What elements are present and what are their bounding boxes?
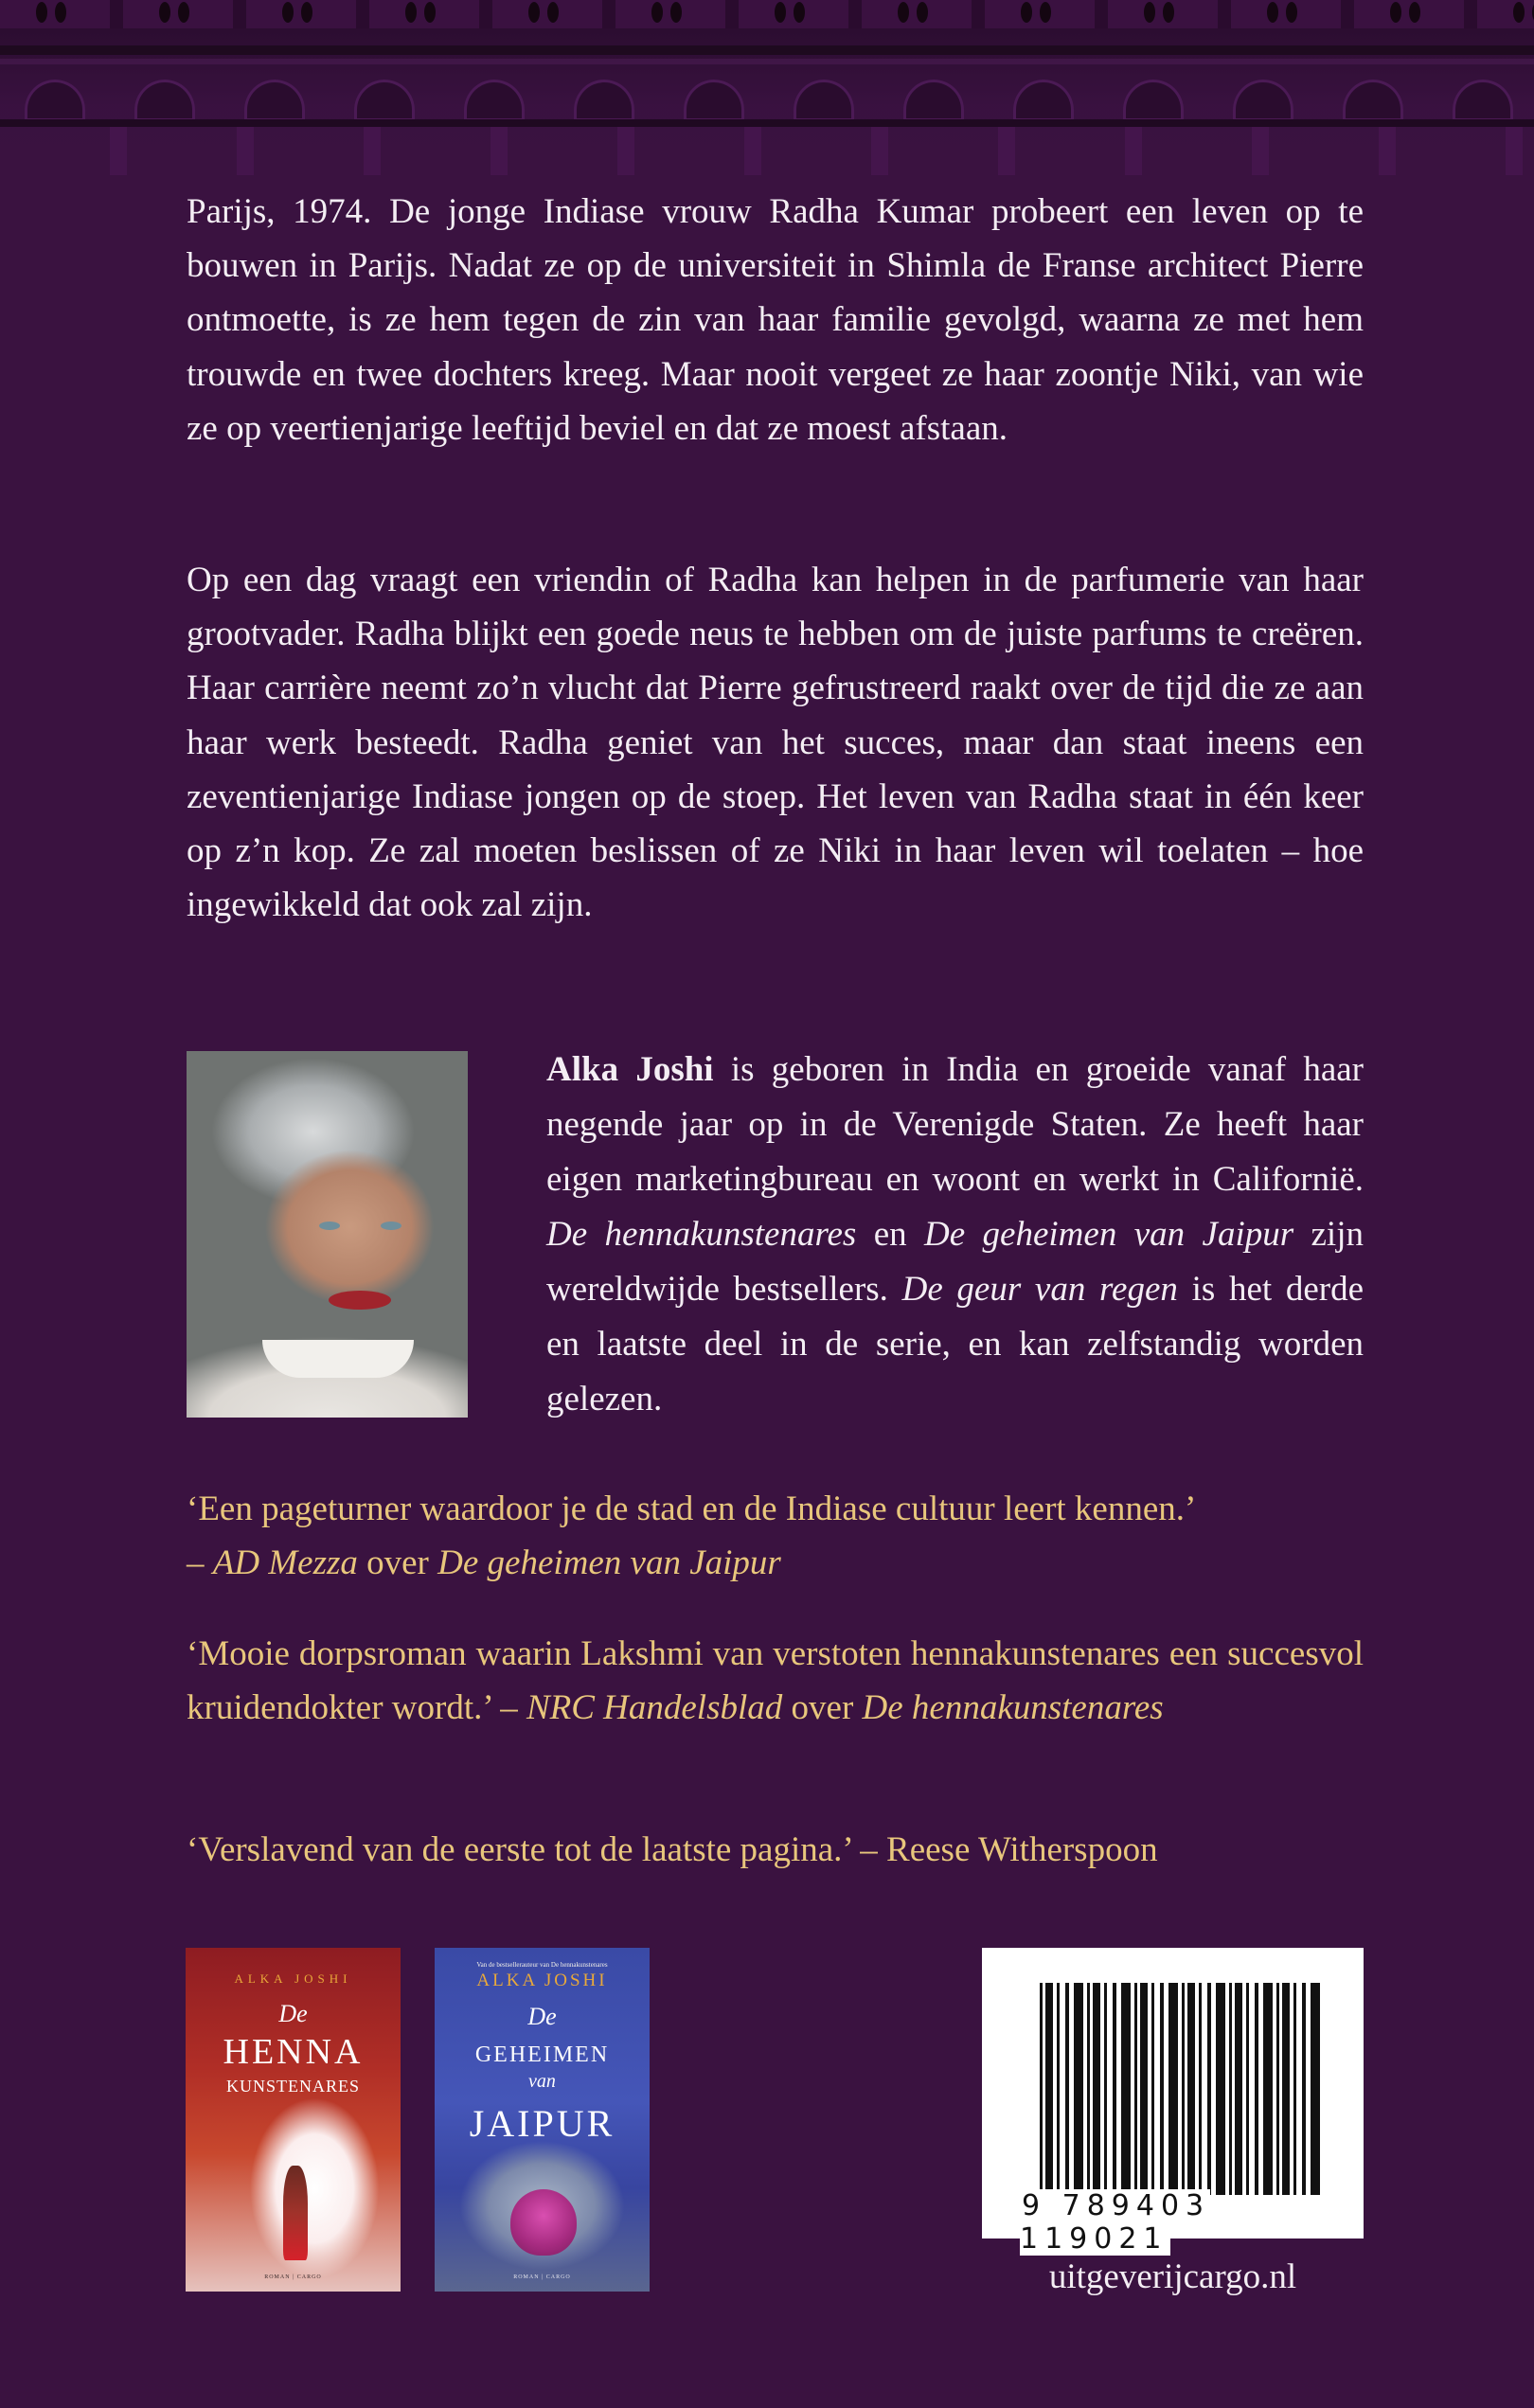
quote-book: De hennakunstenares	[862, 1688, 1164, 1727]
cover-author: ALKA JOSHI	[476, 1971, 608, 1990]
review-quote-2	[187, 1627, 1364, 1735]
publisher-website[interactable]: uitgeverijcargo.nl	[1048, 2257, 1297, 2296]
photo-lips	[329, 1291, 391, 1310]
header-architecture-image	[0, 0, 1534, 175]
quote-source: Reese Witherspoon	[886, 1830, 1158, 1869]
book-title-2: De geheimen van Jaipur	[924, 1215, 1294, 1254]
author-bio-part-4: is het derde en laatste deel in de serie, en kan zelfstandig worden gelezen.	[546, 1270, 1364, 1418]
base-decoration	[0, 119, 1534, 127]
quote-text: ‘Mooie dorpsroman waarin Lakshmi van verstoten hennakunstenares een succesvol kruidendokter wordt.’	[187, 1634, 1364, 1727]
review-quote-3	[187, 1823, 1364, 1877]
isbn-barcode	[982, 1948, 1364, 2256]
cover-imprint: ROMAN | CARGO	[264, 2274, 322, 2280]
cover-tagline: Van de bestsellerauteur van De hennakunstenares	[476, 1961, 608, 1969]
book-cover-geheimen-van-jaipur	[435, 1948, 650, 2292]
blurb-paragraph-1	[187, 185, 1364, 455]
author-bio-part-2: en	[856, 1215, 925, 1254]
quote-source: NRC Handelsblad	[526, 1688, 783, 1727]
book-cover-henna-kunstenares	[186, 1948, 401, 2292]
quote-dash: –	[491, 1688, 526, 1727]
window-row-decoration	[0, 0, 1534, 30]
blurb-paragraph-2-text: Op een dag vraagt een vriendin of Radha kan helpen in de parfumerie van haar grootvader. Radha blijkt een goede neus te hebben om de juiste parfums te creëren. Haar carrière neemt zo’n vlucht dat Pierre gefrustreerd raakt over de tijd die ze aan haar werk besteedt. Radha geniet van het succes, maar dan staat ineens een zeventienjarige Indiase jongen op de stoep. Het leven van Radha staat in één keer op z’n kop. Ze zal moeten beslissen of ze Niki in haar leven wil toelaten – hoe ingewikkeld dat ook zal zijn.	[187, 561, 1364, 925]
blurb-paragraph-2	[187, 553, 1364, 932]
cover-figure	[510, 2189, 577, 2256]
quote-text: ‘Een pageturner waardoor je de stad en de Indiase cultuur leert kennen.’	[187, 1489, 1197, 1528]
cover-title-de: De	[527, 2003, 557, 2030]
columns-decoration	[0, 127, 1534, 175]
cover-figure	[283, 2166, 308, 2260]
cover-title-sub: KUNSTENARES	[225, 2077, 360, 2096]
review-quote-1	[187, 1482, 1364, 1590]
barcode-bars	[1040, 1983, 1324, 2195]
cover-title-van: van	[528, 2071, 556, 2092]
quote-dash: –	[851, 1830, 887, 1869]
author-bio	[546, 1043, 1364, 1427]
ledge-highlight	[0, 59, 1534, 64]
author-bio-part-3: zijn wereldwijde bestsellers.	[546, 1215, 1364, 1309]
book-title-1: De hennakunstenares	[546, 1215, 857, 1254]
blurb-paragraph-1-text: Parijs, 1974. De jonge Indiase vrouw Radha Kumar probeert een leven op te bouwen in Parijs. Nadat ze op de universiteit in Shimla de Franse architect Pierre ontmoette, is ze hem tegen de zin van haar familie gevolgd, waarna ze met hem trouwde en twee dochters kreeg. Maar nooit vergeet ze haar zoontje Niki, van wie ze op veertienjarige leeftijd beviel en dat ze moest afstaan.	[187, 192, 1364, 448]
cover-imprint: ROMAN | CARGO	[513, 2274, 571, 2280]
quote-dash: –	[187, 1543, 213, 1582]
isbn-number: 9 789403 119021	[1020, 2189, 1211, 2256]
quote-text: ‘Verslavend van de eerste tot de laatste pagina.’	[187, 1830, 852, 1869]
author-bio-part-1: is geboren in India en groeide vanaf haar negende jaar op in de Verenigde Staten. Ze heeft haar eigen marketingbureau en woont en werkt in Californië.	[546, 1050, 1364, 1199]
author-name: Alka Joshi	[546, 1050, 714, 1089]
photo-eye-left	[319, 1222, 340, 1230]
cover-title-de: De	[278, 2000, 308, 2027]
arches-decoration	[0, 74, 1534, 121]
cover-title-main: GEHEIMEN	[474, 2042, 610, 2067]
ledge-decoration	[0, 45, 1534, 55]
author-photo	[187, 1051, 468, 1418]
quote-over: over	[357, 1543, 438, 1582]
cover-title-city: JAIPUR	[469, 2102, 615, 2145]
quote-over: over	[782, 1688, 863, 1727]
cover-author: ALKA JOSHI	[234, 1971, 352, 1986]
quote-book: De geheimen van Jaipur	[437, 1543, 781, 1582]
photo-collar	[262, 1340, 414, 1378]
isbn-digits	[1020, 2189, 1342, 2256]
cover-title-main: HENNA	[223, 2032, 364, 2072]
book-title-3: De geur van regen	[901, 1270, 1178, 1309]
photo-eye-right	[381, 1222, 401, 1230]
quote-source: AD Mezza	[212, 1543, 358, 1582]
